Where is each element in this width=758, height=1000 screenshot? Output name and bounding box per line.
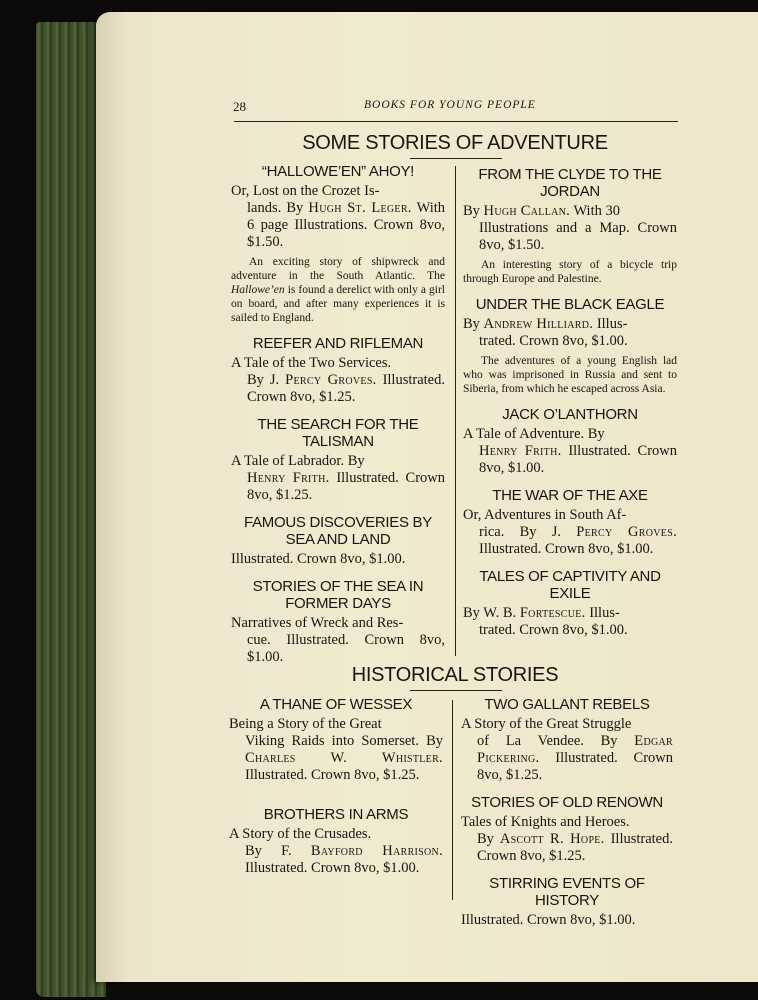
author-name: Hugh St. Leger. [308,200,412,216]
author-name: Percy Groves. [576,524,677,540]
book-entry [231,514,445,568]
details-text: Viking Raids into Somerset. By [245,733,443,749]
section-title-adventure: SOME STORIES OF ADVENTURE [302,132,608,154]
book-entry [229,696,443,784]
author-name: Henry Frith. [247,470,330,486]
book-entry [463,406,677,477]
column-divider [452,700,453,900]
details-text: Illustrated. Crown 8vo, $1.25. [477,831,673,864]
running-head: BOOKS FOR YOUNG PEOPLE [364,99,536,111]
author-name: Hugh Callan. [483,203,571,219]
adventure-left-column [231,163,445,676]
book-entry [463,166,677,286]
details-line: By [463,316,484,332]
details-line: Illus- [585,605,620,621]
details-text: Illustrated. Crown 8vo, $1.00. [245,860,420,876]
book-entry [231,335,445,406]
book-details [463,203,677,254]
section-title-historical: HISTORICAL STORIES [351,664,559,686]
book-details [229,716,443,784]
details-line: Or, Adventures in South Af- [463,507,627,523]
details-line: A Tale of Adventure. By [463,426,605,442]
details-continuation [463,220,677,254]
book-entry [463,296,677,396]
historical-right-column [461,696,673,939]
details-continuation [463,443,677,477]
details-continuation [463,524,677,558]
book-details [231,453,445,504]
book-entry [461,696,673,784]
details-text: rica. By J. [479,524,577,540]
description-text: The adventures of a young English lad who was imprisoned in Russia and sent to Siberia, from which he escaped across Asia. [463,355,677,395]
description-text: is found a derelict with only a girl on board, and after many experiences it is sailed to England. [231,284,445,324]
page-number: 28 [233,99,246,114]
book-entry [231,163,445,325]
book-details [463,507,677,558]
author-name: Charles W. Whistler. [245,750,443,766]
book-title: STIRRING EVENTS OF HISTORY [489,875,645,909]
book-entry [463,487,677,558]
book-title: A THANE OF WESSEX [259,696,413,713]
book-details [231,615,445,666]
details-text: lands. By [247,200,309,216]
book-title: THE SEARCH FOR THE TALISMAN [257,416,419,450]
book-title: UNDER THE BLACK EAGLE [475,296,665,313]
book-details [229,826,443,877]
description-text: An exciting story of shipwreck and adventure in the South Atlantic. The [231,256,445,282]
details-line: Narratives of Wreck and Res- [231,615,404,631]
details-text: With 6 page Illustrations. Crown 8vo, $1.50. [247,200,446,250]
details-text: Illustrated. Crown 8vo, $1.00. [479,443,677,476]
details-line: Or, Lost on the Crozet Is- [231,183,380,199]
book-title: TALES OF CAPTIVITY AND EXILE [479,568,661,602]
book-title: BROTHERS IN ARMS [263,806,409,823]
book-title: STORIES OF THE SEA IN FORMER DAYS [252,578,424,612]
book-entry [461,875,673,929]
details-line: A Story of the Great Struggle [461,716,632,732]
book-entry [231,578,445,666]
details-continuation [461,831,673,865]
details-line: Illus- [593,316,628,332]
details-line: A Tale of the Two Services. [231,355,392,371]
details-line: A Tale of Labrador. By [231,453,365,469]
book-entry [461,794,673,865]
details-line: By [463,203,484,219]
details-continuation [231,372,445,406]
author-name: Ascott R. Hope. [499,831,605,847]
author-name: Percy Groves. [285,372,377,388]
details-continuation [231,470,445,504]
book-details [463,426,677,477]
section-rule [410,690,502,691]
details-text: By [477,831,500,847]
details-line: Illustrated. Crown 8vo, $1.00. [461,912,636,928]
details-text: Illustrations and a Map. Crown 8vo, $1.50. [479,220,677,253]
book-details [231,183,445,251]
author-name: Andrew Hilliard. [483,316,594,332]
book-title: FAMOUS DISCOVERIES BY SEA AND LAND [244,514,432,548]
description-text: An interesting story of a bicycle trip through Europe and Palestine. [463,259,677,285]
book-title: REEFER AND RIFLEMAN [252,335,424,352]
book-title: THE WAR OF THE AXE [492,487,648,504]
details-text: cue. Illustrated. Crown 8vo, $1.00. [247,632,445,665]
details-continuation [461,733,673,784]
details-line: Illustrated. Crown 8vo, $1.00. [231,551,406,567]
details-text: trated. Crown 8vo, $1.00. [479,333,628,349]
details-text: By J. [247,372,286,388]
book-description [231,255,445,325]
book-details [463,605,677,639]
details-continuation [463,622,677,639]
details-continuation [229,733,443,784]
author-name: Edgar Pickering. [477,733,673,766]
book-details [461,912,673,929]
details-text: of La Vendee. By [477,733,635,749]
details-line: A Story of the Crusades. [229,826,372,842]
book-description [463,354,677,396]
book-title: TWO GALLANT REBELS [484,696,650,713]
book-details [461,814,673,865]
details-line: With 30 [570,203,620,219]
italic-title: Hallowe’en [231,284,285,296]
book-entry [463,568,677,639]
details-text: Illustrated. Crown 8vo, $1.00. [479,541,654,557]
author-name: Henry Frith. [479,443,562,459]
details-line: Tales of Knights and Heroes. [461,814,630,830]
author-name: Bayford Harrison. [310,843,444,859]
details-text: By F. [245,843,311,859]
book-title: STORIES OF OLD RENOWN [471,794,663,811]
adventure-right-column [463,166,677,649]
book-description [463,258,677,286]
details-text: Illustrated. Crown 8vo, $1.25. [247,372,445,405]
book-details [461,716,673,784]
author-name: Fortescue. [519,605,586,621]
book-details [463,316,677,350]
book-title: “HALLOWE’EN” AHOY! [261,163,415,180]
book-entry [231,416,445,504]
book-entry [229,806,443,877]
details-continuation [463,333,677,350]
book-details [231,551,445,568]
details-text: trated. Crown 8vo, $1.00. [479,622,628,638]
details-continuation [231,200,445,251]
book-details [231,355,445,406]
details-text: Illustrated. Crown 8vo, $1.25. [247,470,445,503]
book-title: FROM THE CLYDE TO THE JORDAN [478,166,662,200]
details-line: Being a Story of the Great [229,716,382,732]
details-continuation [229,843,443,877]
historical-left-column [229,696,443,887]
book-title: JACK O’LANTHORN [502,406,638,423]
details-line: By W. B. [463,605,520,621]
section-rule [410,158,502,159]
header-rule [234,121,678,122]
details-text: Illustrated. Crown 8vo, $1.25. [245,767,420,783]
details-text: Illustrated. Crown 8vo, $1.25. [477,750,673,783]
details-continuation [231,632,445,666]
column-divider [455,166,456,656]
